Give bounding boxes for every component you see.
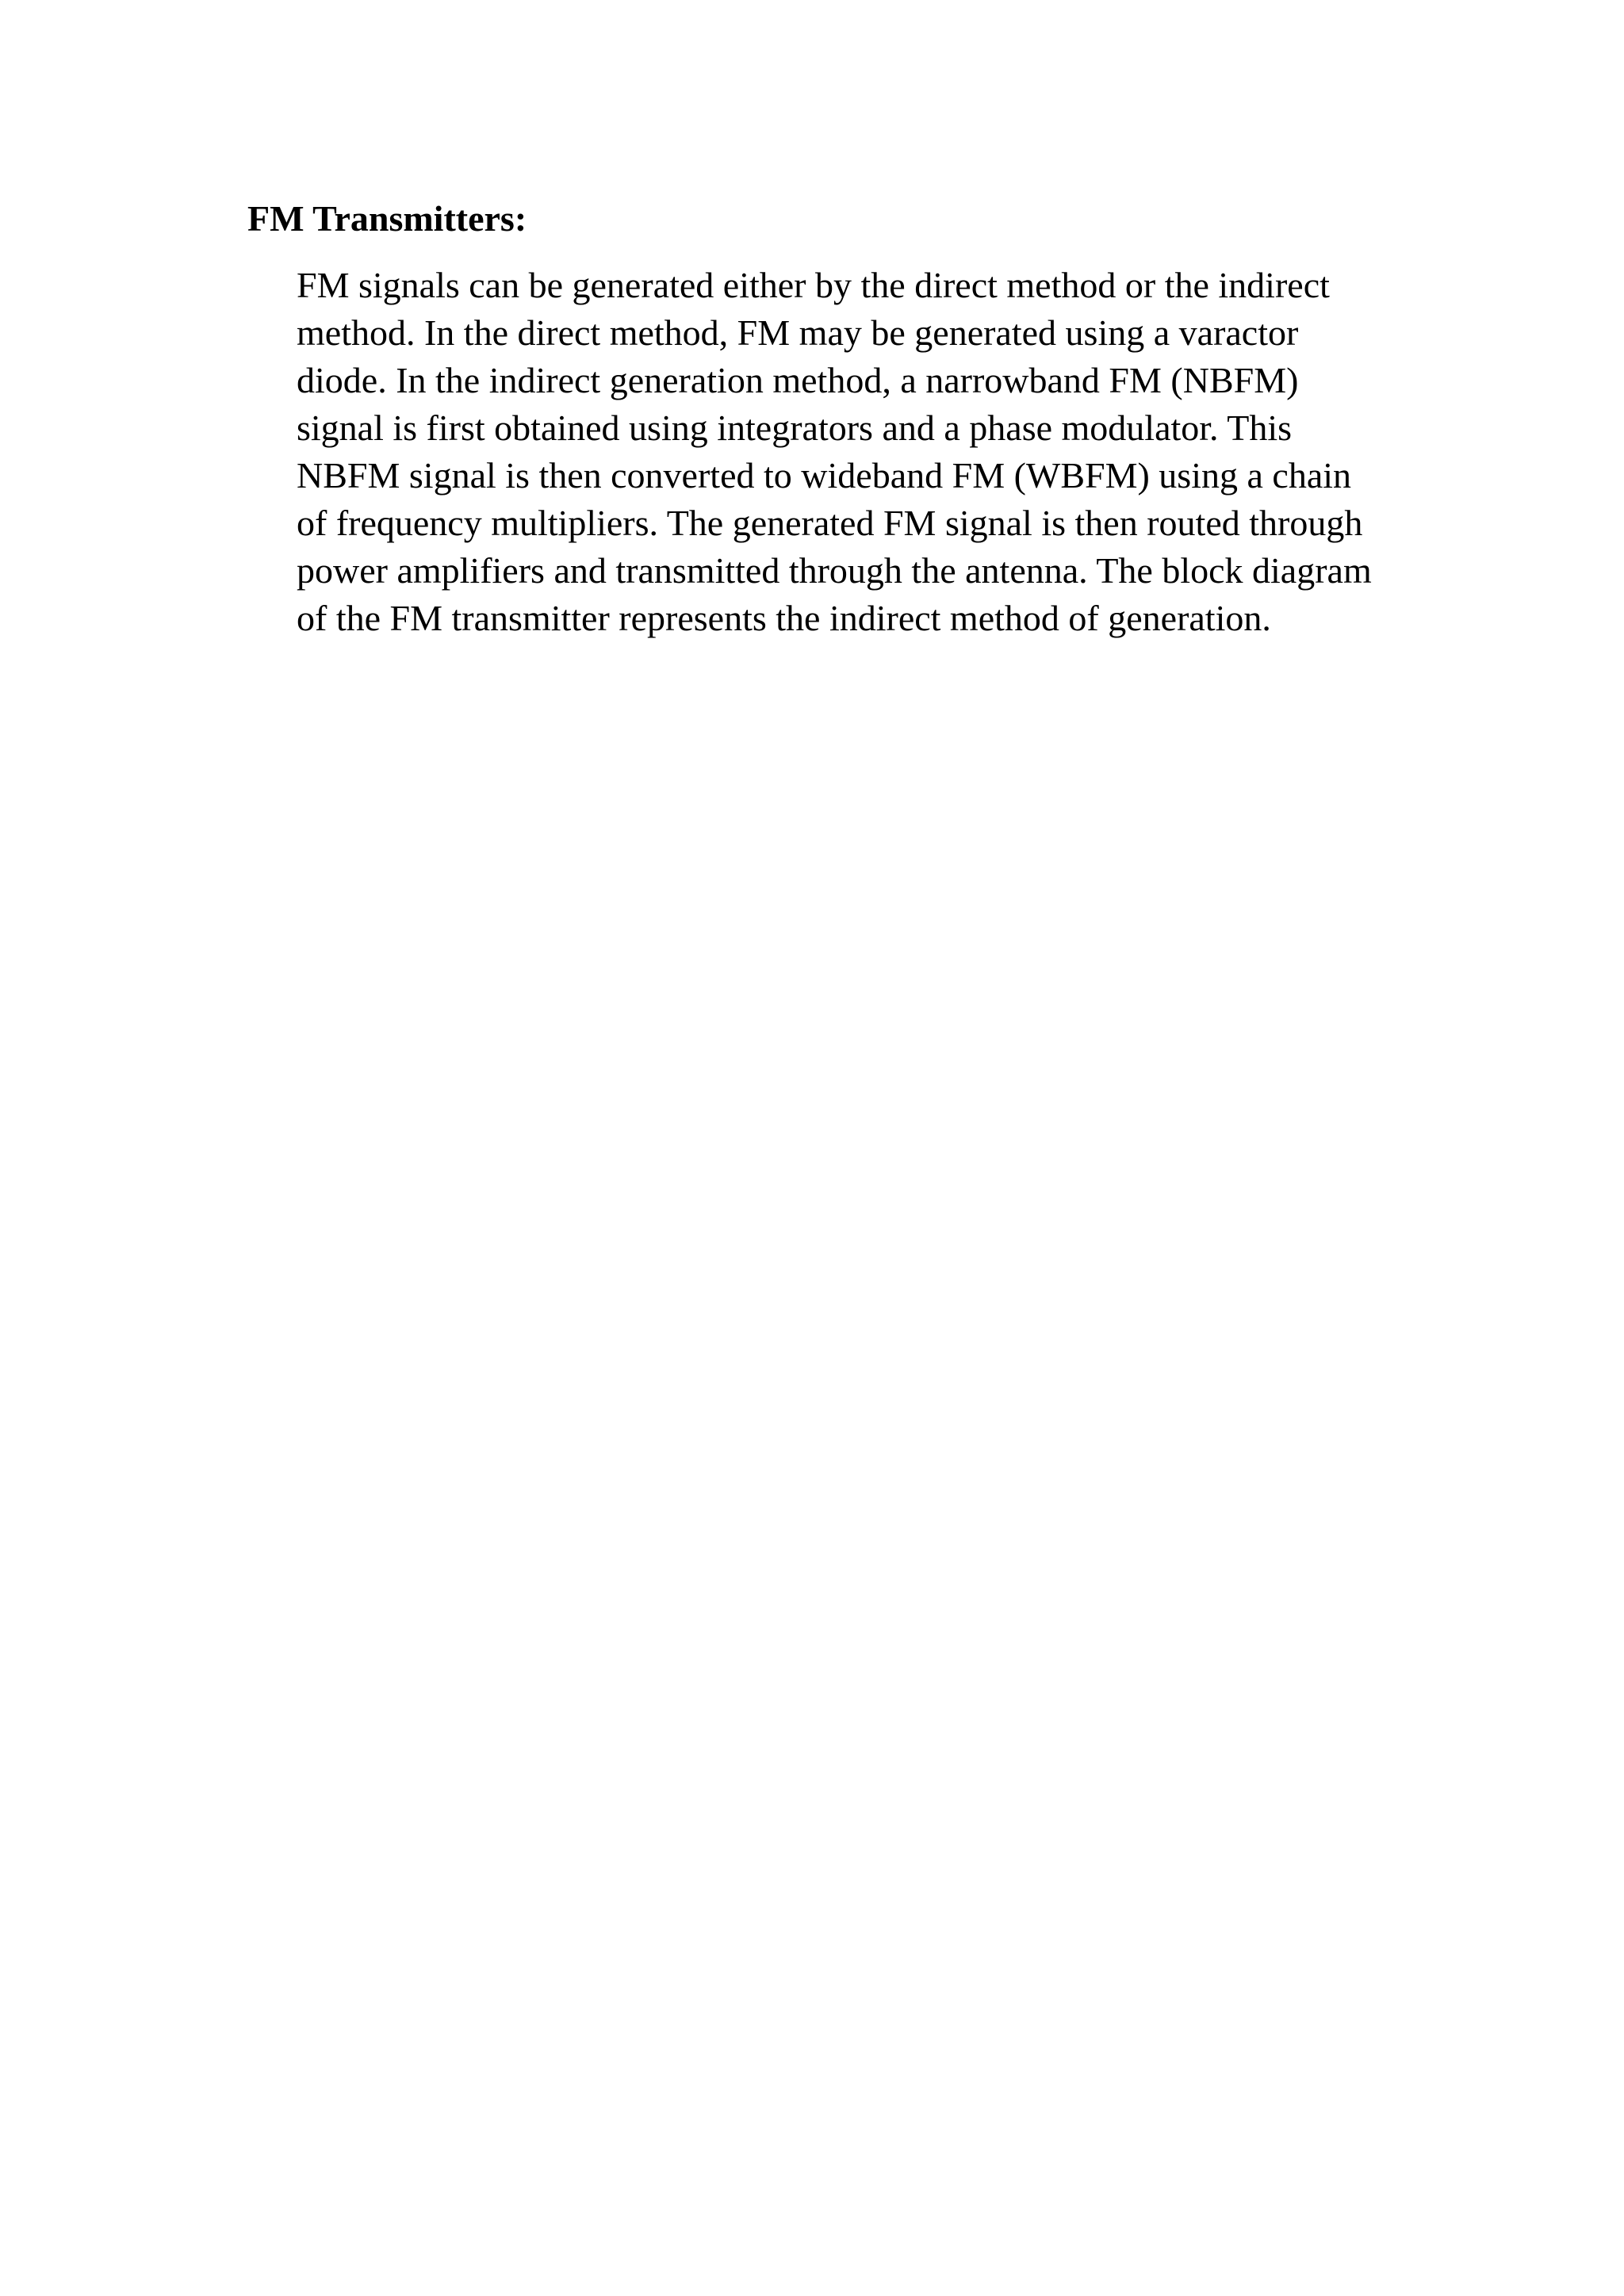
paragraph-line: FM signals can be generated either by the direct method or the indirect xyxy=(297,265,1330,305)
paragraph-line: NBFM signal is then converted to wideband FM (WBFM) using a chain xyxy=(297,455,1352,496)
paragraph-line: of frequency multipliers. The generated FM signal is then routed through xyxy=(297,503,1363,543)
section-heading: FM Transmitters: xyxy=(247,198,527,239)
paragraph-line: power amplifiers and transmitted through the antenna. The block diagram xyxy=(297,550,1372,591)
paragraph-line: signal is first obtained using integrators and a phase modulator. This xyxy=(297,408,1293,448)
body-paragraph xyxy=(297,262,1372,642)
paragraph-line: diode. In the indirect generation method, a narrowband FM (NBFM) xyxy=(297,360,1299,400)
paragraph-line: of the FM transmitter represents the indirect method of generation. xyxy=(297,598,1271,638)
paragraph-line: method. In the direct method, FM may be generated using a varactor xyxy=(297,312,1299,353)
